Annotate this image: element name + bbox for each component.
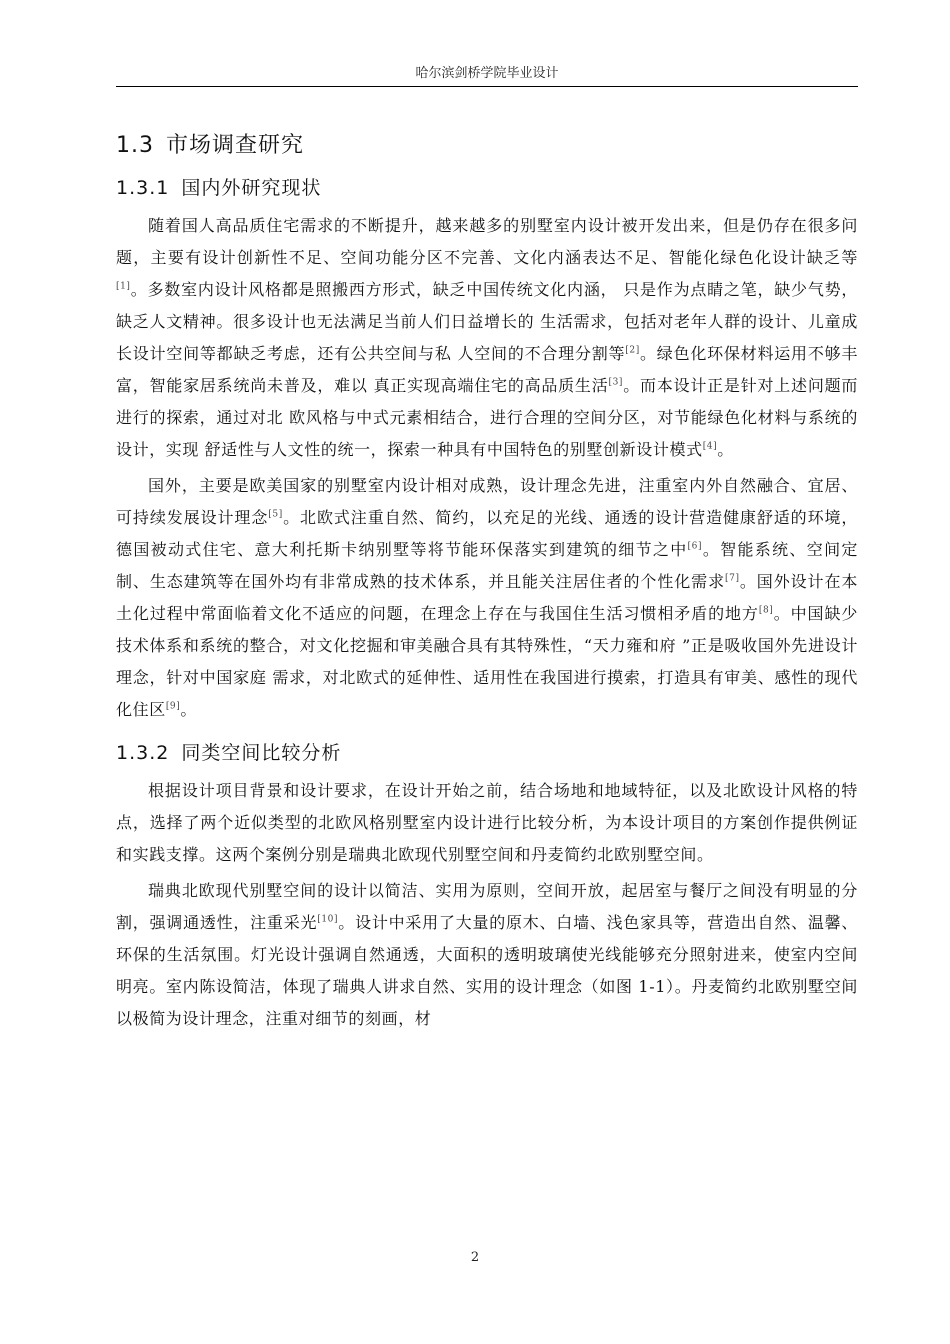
citation[interactable]: [4]: [702, 441, 718, 452]
citation[interactable]: [6]: [687, 541, 703, 552]
citation[interactable]: [9]: [165, 701, 181, 712]
subsection-title: 国内外研究现状: [181, 177, 322, 199]
citation[interactable]: [2]: [625, 345, 640, 356]
citation[interactable]: [1]: [116, 281, 131, 292]
subsection-title: 同类空间比较分析: [181, 742, 342, 764]
subsection-heading-1: [116, 173, 858, 200]
citation[interactable]: [10]: [317, 914, 339, 925]
paragraph-domestic-research: 随着国人高品质住宅需求的不断提升，越来越多的别墅室内设计被开发出来，但是仍存在很多问题，主要有设计创新性不足、空间功能分区不完善、文化内涵表达不足、智能化绿色化设计缺乏等[1]。多数室内设计风格都是照搬西方形式，缺乏中国传统文化内涵， 只是作为点睛之笔，缺少气势，缺乏人文精神。很多设计也无法满足当前人们日益增长的 生活需求，包括对老年人群的设计、儿童成长设计空间等都缺乏考虑，还有公共空间与私 人空间的不合理分割等[2]。绿色化环保材料运用不够丰富，智能家居系统尚未普及，难以 真正实现高端住宅的高品质生活[3]。而本设计正是针对上述问题而进行的探索，通过对北 欧风格与中式元素相结合，进行合理的空间分区，对节能绿色化材料与系统的设计，实现 舒适性与人文性的统一，探索一种具有中国特色的别墅创新设计模式[4]。: [116, 216, 858, 459]
citation[interactable]: [5]: [268, 509, 283, 520]
page-header: 哈尔滨剑桥学院毕业设计: [415, 66, 559, 81]
page-number: 2: [470, 1250, 480, 1265]
section-heading: [116, 128, 858, 159]
section-number: 1.3: [116, 133, 154, 158]
citation[interactable]: [7]: [725, 573, 740, 584]
section-title: 市场调查研究: [166, 133, 305, 158]
header-divider: [116, 86, 858, 87]
subsection-heading-2: [116, 738, 858, 765]
document-body: [116, 120, 858, 1039]
citation[interactable]: [3]: [608, 377, 624, 388]
subsection-number: 1.3.2: [116, 742, 170, 764]
subsection-number: 1.3.1: [116, 177, 170, 199]
paragraph-foreign-research: 国外，主要是欧美国家的别墅室内设计相对成熟，设计理念先进，注重室内外自然融合、宜居、可持续发展设计理念[5]。北欧式注重自然、简约，以充足的光线、通透的设计营造健康舒适的环境，德国被动式住宅、意大利托斯卡纳别墅等将节能环保落实到建筑的细节之中[6]。智能系统、空间定制、生态建筑等在国外均有非常成熟的技术体系，并且能关注居住者的个性化需求[7]。国外设计在本土化过程中常面临着文化不适应的问题，在理念上存在与我国住生活习惯相矛盾的地方[8]。中国缺少技术体系和系统的整合，对文化挖掘和审美融合具有其特殊性，“天力雍和府 ”正是吸收国外先进设计理念，针对中国家庭 需求，对北欧式的延伸性、适用性在我国进行摸索，打造具有审美、感性的现代化住区[9]。: [116, 476, 859, 719]
paragraph-comparison-intro: 根据设计项目背景和设计要求，在设计开始之前，结合场地和地域特征，以及北欧设计风格的特点，选择了两个近似类型的北欧风格别墅室内设计进行比较分析，为本设计项目的方案创作提供例证和实践支撑。这两个案例分别是瑞典北欧现代别墅空间和丹麦简约北欧别墅空间。: [116, 781, 858, 864]
citation[interactable]: [8]: [758, 605, 774, 616]
paragraph-swedish-case: 瑞典北欧现代别墅空间的设计以简洁、实用为原则，空间开放，起居室与餐厅之间没有明显的分割，强调通透性，注重采光[10]。设计中采用了大量的原木、白墙、浅色家具等，营造出自然、温馨、环保的生活氛围。灯光设计强调自然通透，大面积的透明玻璃使光线能够充分照射进来，使室内空间明亮。室内陈设简洁，体现了瑞典人讲求自然、实用的设计理念（如图 1-1）。丹麦简约北欧别墅空间以极简为设计理念，注重对细节的刻画，材: [116, 881, 858, 1028]
